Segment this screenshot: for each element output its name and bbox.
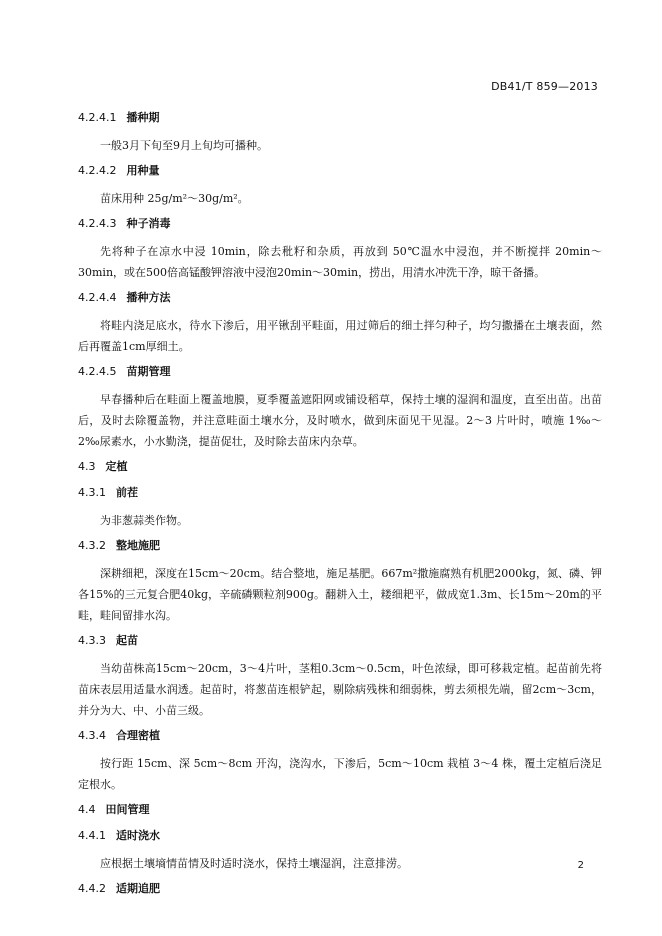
- document-body: [78, 103, 602, 906]
- page-number: 2: [577, 860, 584, 871]
- section-paragraph: 当幼苗株高15cm～20cm，3～4片叶，茎粗0.3cm～0.5cm，叶色浓绿，即可移栽定植。起苗前先将苗床表层用适量水润透。起苗时，将葱苗连根铲起，剔除病残株和细弱株，剪去须根先端，留2cm～3cm，并分为大、中、小苗三级。: [78, 662, 602, 717]
- section-number: 4.3.2: [78, 539, 106, 552]
- section-title: 起苗: [116, 634, 138, 647]
- section-paragraph: 早春播种后在畦面上覆盖地膜，夏季覆盖遮阳网或铺设稻草，保持土壤的湿润和温度，直至出苗。出苗后，及时去除覆盖物，并注意畦面土壤水分，及时喷水，做到床面见干见湿。2～3 片叶时，喷施 1‰～2‰尿素水，小水勤浇，提苗促壮，及时除去苗床内杂草。: [78, 393, 602, 448]
- section-title: 播种方法: [126, 291, 171, 304]
- section-title: 整地施肥: [116, 539, 160, 552]
- section-title: 用种量: [126, 164, 160, 177]
- section-heading: [78, 162, 602, 180]
- section-heading: [78, 289, 602, 307]
- section-number: 4.3.1: [78, 486, 106, 499]
- section-number: 4.2.4.5: [78, 365, 117, 378]
- section-paragraph: 一般3月下旬至9月上旬均可播种。: [100, 139, 268, 152]
- section-paragraph: 应根据土壤墒情苗情及时适时浇水，保持土壤湿润，注意排涝。: [100, 857, 408, 870]
- section-heading: [78, 215, 602, 233]
- section-number: 4.3.3: [78, 634, 106, 647]
- section-title: 苗期管理: [126, 365, 171, 378]
- section-heading: [78, 484, 602, 502]
- section-heading: [78, 632, 602, 650]
- section-title: 合理密植: [116, 729, 160, 742]
- section-number: 4.4: [78, 803, 96, 816]
- section-heading: [78, 363, 602, 381]
- section-number: 4.2.4.3: [78, 217, 117, 230]
- section-title: 定植: [105, 460, 128, 473]
- section-number: 4.4.2: [78, 882, 106, 895]
- section-title: 田间管理: [105, 803, 150, 816]
- section-heading: [78, 458, 602, 476]
- section-paragraph: 先将种子在凉水中浸 10min，除去秕籽和杂质，再放到 50℃温水中浸泡，并不断搅拌 20min～30min，或在500倍高锰酸钾溶液中浸泡20min～30min，捞出，用清水冲洗干净，晾干备播。: [78, 245, 602, 279]
- section-paragraph: 将畦内浇足底水，待水下渗后，用平锹刮平畦面，用过筛后的细土拌匀种子，均匀撒播在土壤表面，然后再覆盖1cm厚细土。: [78, 319, 602, 353]
- section-paragraph: 苗床用种 25g/m²～30g/m²。: [100, 192, 249, 205]
- section-heading: [78, 801, 602, 819]
- section-number: 4.2.4.2: [78, 164, 117, 177]
- section-paragraph: 深耕细耙，深度在15cm～20cm。结合整地，施足基肥。667m²撒施腐熟有机肥2000kg，氮、磷、钾各15%的三元复合肥40kg，辛硫磷颗粒剂900g。翻耕入土，耧细耙平，做成宽1.3m、长15m～20m的平畦，畦间留排水沟。: [78, 567, 602, 622]
- section-heading: [78, 109, 602, 127]
- section-number: 4.3.4: [78, 729, 106, 742]
- section-heading: [78, 537, 602, 555]
- section-title: 播种期: [126, 111, 160, 124]
- section-number: 4.2.4.4: [78, 291, 117, 304]
- section-number: 4.4.1: [78, 829, 106, 842]
- section-title: 种子消毒: [126, 217, 171, 230]
- section-heading: [78, 827, 602, 845]
- section-paragraph: 按行距 15cm、深 5cm～8cm 开沟，浇沟水，下渗后，5cm～10cm 栽植 3～4 株，覆土定植后浇足定根水。: [78, 757, 602, 791]
- section-title: 前茬: [116, 486, 138, 499]
- section-heading: [78, 727, 602, 745]
- section-title: 适期追肥: [116, 882, 160, 895]
- document-id: DB41/T 859—2013: [491, 80, 598, 93]
- section-paragraph: 为非葱蒜类作物。: [100, 514, 188, 527]
- section-heading: [78, 880, 602, 898]
- section-number: 4.2.4.1: [78, 111, 117, 124]
- section-title: 适时浇水: [116, 829, 160, 842]
- section-number: 4.3: [78, 460, 96, 473]
